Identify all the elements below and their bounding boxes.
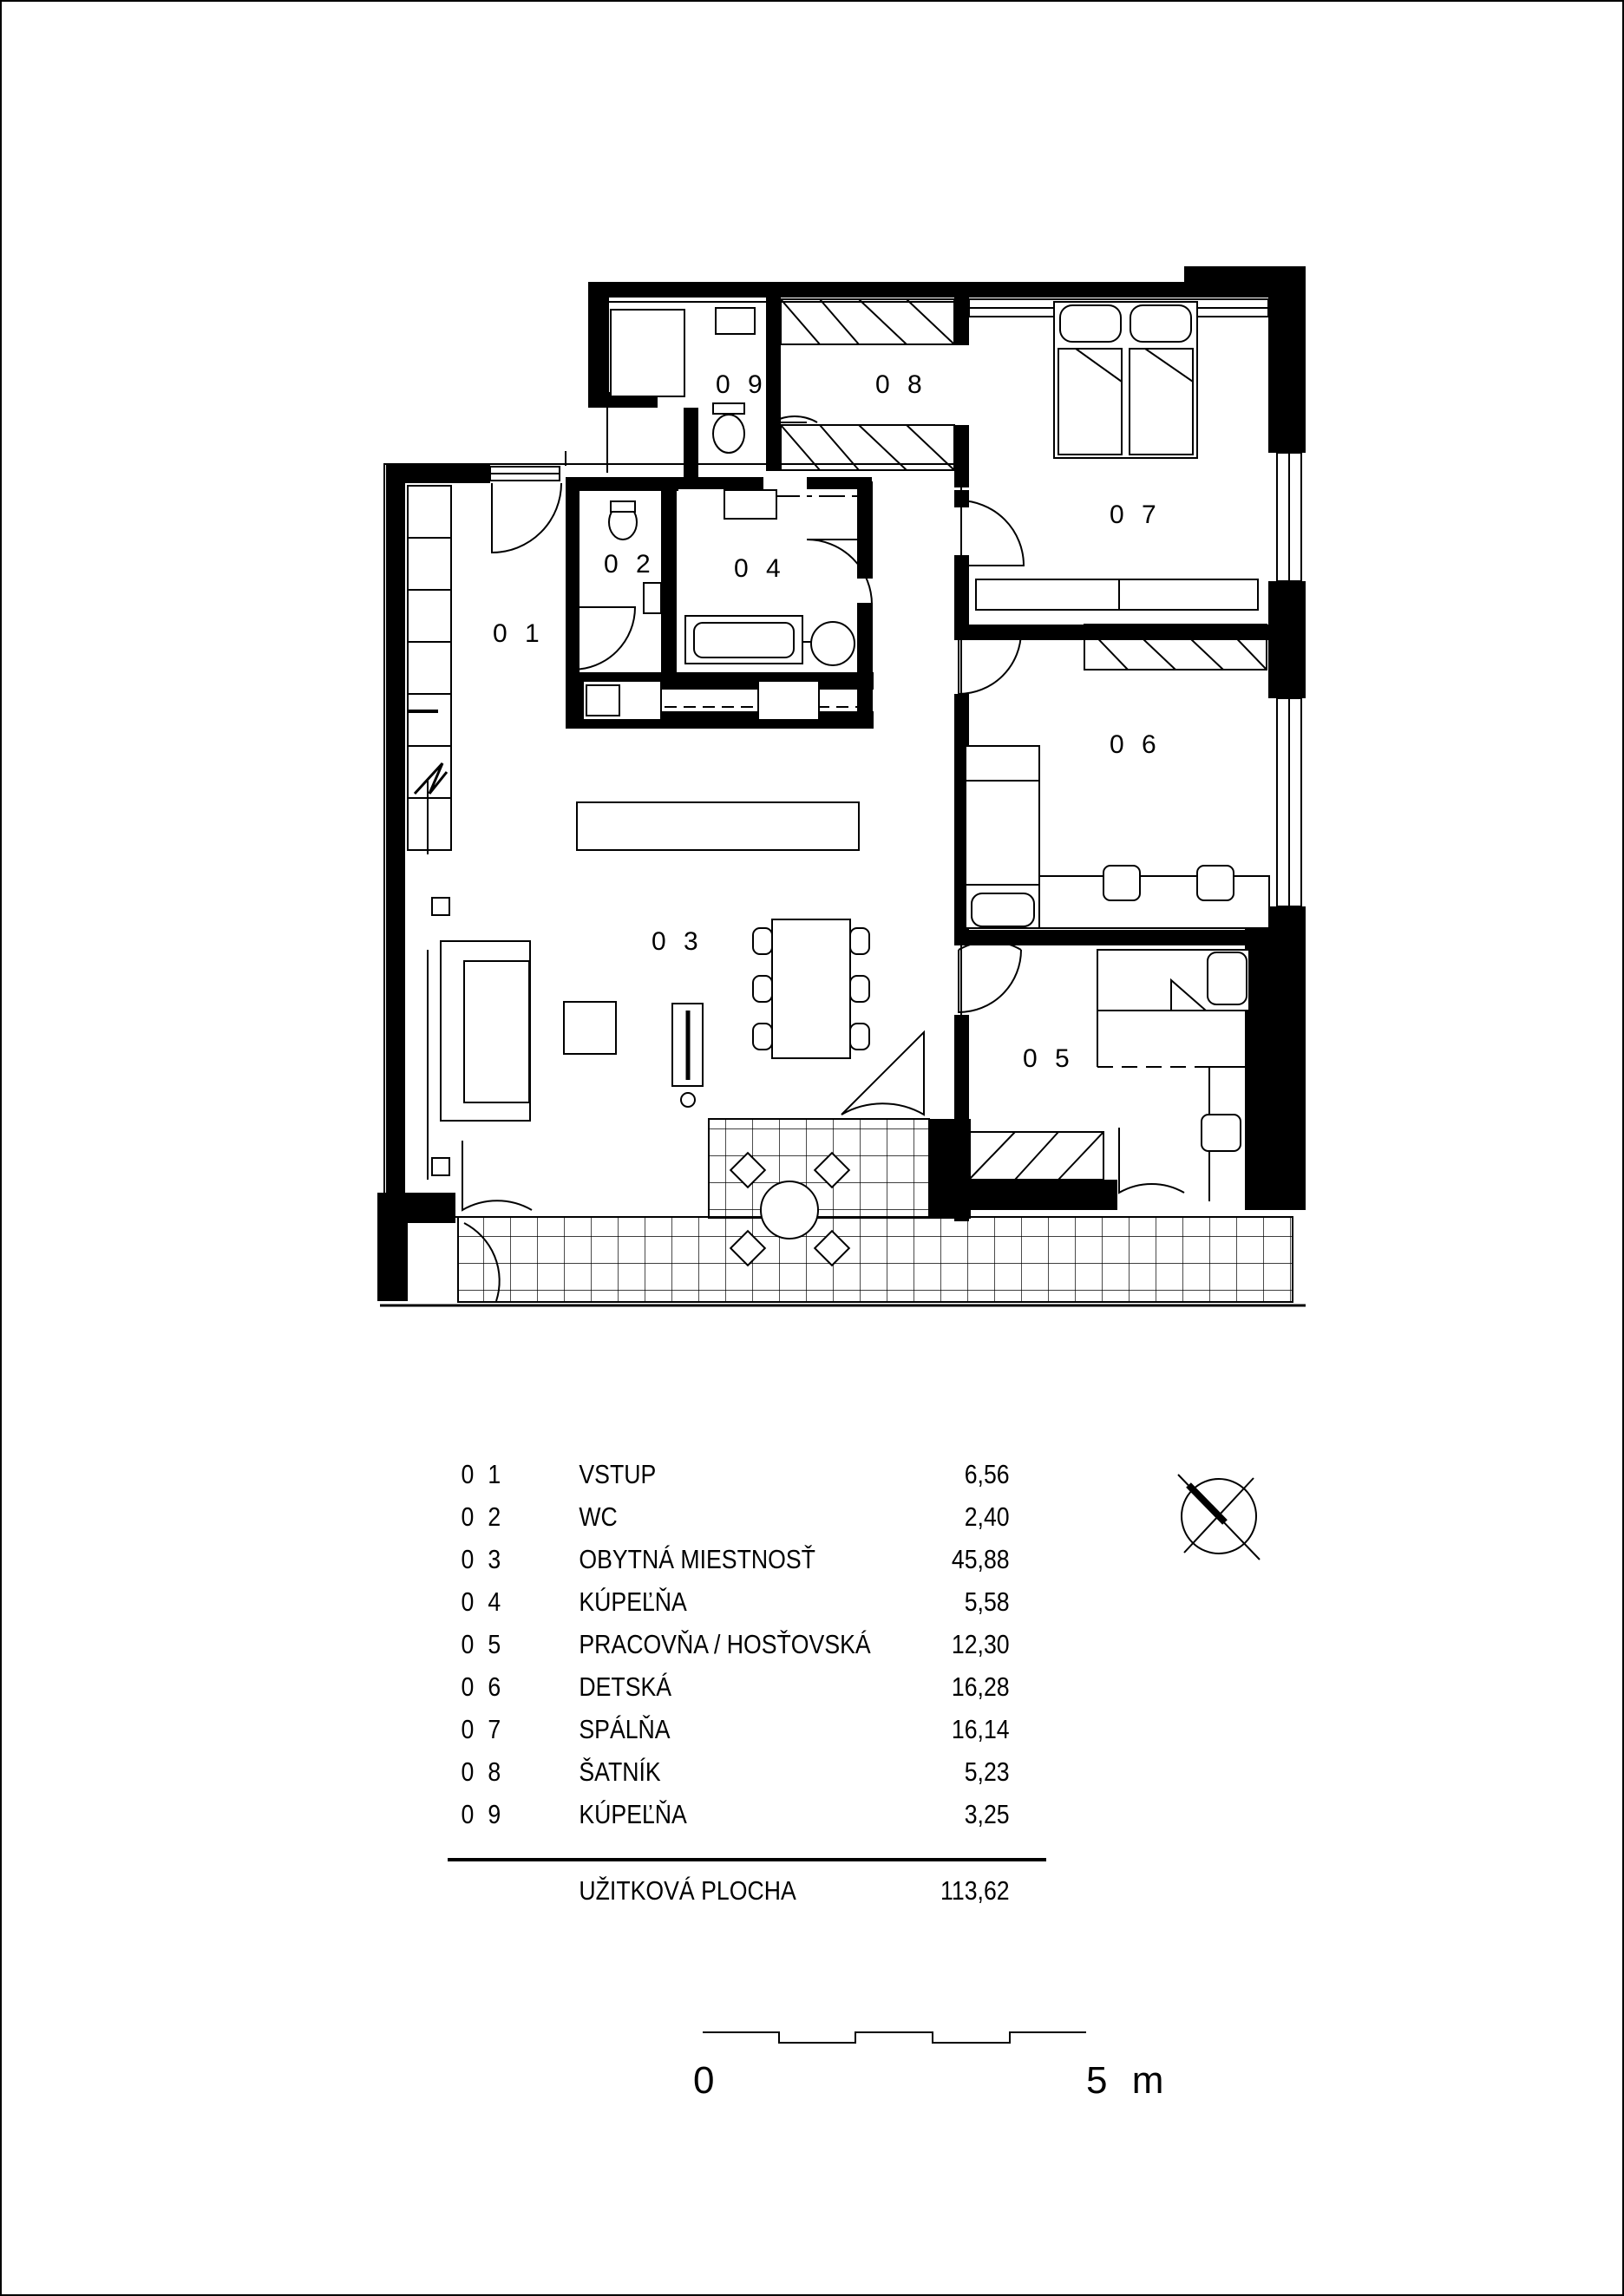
room-name: DETSKÁ [579,1671,672,1702]
scale-bar [703,2032,1086,2043]
room-label-04: 0 4 [734,554,786,583]
room-name: PRACOVŇA / HOSŤOVSKÁ [579,1629,871,1659]
scale-end-label: 5 m [1086,2059,1171,2102]
schedule-row [442,1799,1010,1841]
room-name: WC [579,1501,618,1532]
room-label-02: 0 2 [604,550,656,579]
schedule-row [442,1714,1010,1756]
room-area: 3,25 [964,1799,1010,1829]
room-number: 0 7 [461,1714,505,1744]
room-area: 5,58 [964,1586,1010,1617]
room-area: 5,23 [964,1756,1010,1787]
room-name: OBYTNÁ MIESTNOSŤ [579,1544,815,1574]
schedule-divider [448,1858,1046,1861]
scale-start-label: 0 [693,2059,715,2102]
schedule-total [442,1875,1102,1918]
room-number: 0 9 [461,1799,505,1829]
schedule-row [442,1501,1010,1544]
room-number: 0 8 [461,1756,505,1787]
room-label-07: 0 7 [1110,500,1162,529]
room-number: 0 5 [461,1629,505,1659]
room-name: KÚPEĽŇA [579,1799,687,1829]
room-area: 12,30 [951,1629,1010,1659]
schedule-row [442,1756,1010,1799]
room-name: VSTUP [579,1459,657,1489]
schedule-row [442,1671,1010,1714]
schedule-row [442,1629,1010,1671]
room-area: 2,40 [964,1501,1010,1532]
room-number: 0 4 [461,1586,505,1617]
room-label-06: 0 6 [1110,730,1162,759]
room-number: 0 6 [461,1671,505,1702]
room-label-08: 0 8 [875,370,927,399]
schedule-row [442,1544,1010,1586]
room-label-09: 0 9 [716,370,768,399]
room-schedule [442,1459,1102,1841]
room-label-01: 0 1 [493,619,545,648]
north-arrow-icon [1178,1475,1260,1560]
room-number: 0 3 [461,1544,505,1574]
room-name: KÚPEĽŇA [579,1586,687,1617]
room-name: SPÁLŇA [579,1714,671,1744]
total-label: UŽITKOVÁ PLOCHA [579,1875,796,1906]
schedule-row [442,1586,1010,1629]
room-area: 45,88 [951,1544,1010,1574]
room-number: 0 2 [461,1501,505,1532]
room-label-03: 0 3 [652,927,704,956]
room-area: 16,28 [951,1671,1010,1702]
room-label-05: 0 5 [1023,1044,1075,1073]
terrace [458,1119,1293,1302]
total-row [442,1875,1010,1918]
room-number: 0 1 [461,1459,505,1489]
total-area: 113,62 [940,1875,1010,1906]
room-area: 6,56 [964,1459,1010,1489]
room-area: 16,14 [951,1714,1010,1744]
schedule-row [442,1459,1010,1501]
room-name: ŠATNÍK [579,1756,661,1787]
